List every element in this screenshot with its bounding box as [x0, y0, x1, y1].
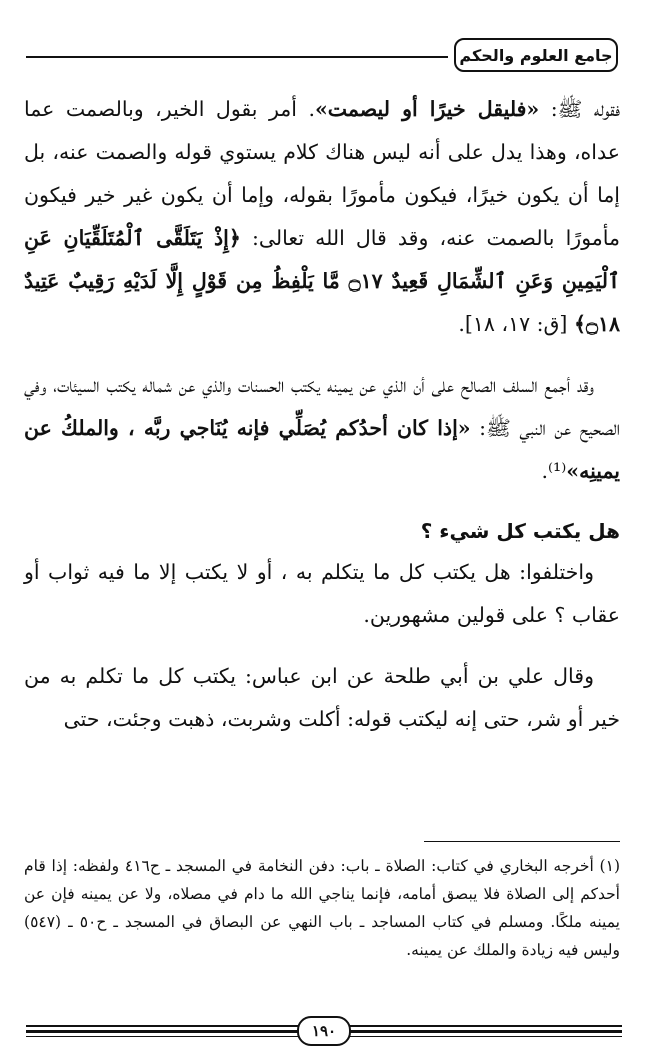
book-title: جامع العلوم والحكم [454, 38, 618, 72]
paragraph-1 [24, 88, 620, 346]
section-heading: هل يكتب كل شيء ؟ [420, 519, 620, 543]
running-header [26, 38, 622, 76]
footnote-text: (١) أخرجه البخاري في كتاب: الصلاة ـ باب: دفن النخامة في المسجد ـ ح٤١٦ ولفظه: إذا قام أحدكم إلى الصلاة فلا يبصق أمامه، فإنما يناجي الله ما دام في مصلاه، ولا عن يمينه فإن عن يمينه ملكًا. ومسلم في كتاب المساجد ـ باب النهي عن البصاق في المسجد ـ ح٥٠ ـ (٥٤٧) وليس فيه زيادة والملك عن يمينه. [24, 857, 620, 959]
p2-hadith-quote: «إذا كان أحدُكم يُصَلِّي فإنه يُنَاجي ربَّه ، والملكُ عن يمينِه» [24, 416, 620, 483]
footnote-separator [424, 841, 620, 842]
page-footer [26, 1016, 622, 1046]
p1-quran-verse: ﴿إِذْ يَتَلَقَّى ٱلْمُتَلَقِّيَانِ عَنِ ٱلْيَمِينِ وَعَنِ ٱلشِّمَالِ قَعِيدٌ ۝١٧ مَّا يَلْفِظُ مِن قَوْلٍ إِلَّا لَدَيْهِ رَقِيبٌ عَتِيدٌ ۝١٨﴾ [24, 226, 621, 336]
paragraph-2 [24, 364, 620, 493]
p2-body: وقد أجمع السلف الصالح على أن الذي عن يمينه يكتب الحسنات والذي عن شماله يكتب السيئات، وفي الصحيح عن النبي ﷺ: [24, 373, 620, 440]
paragraph-3: واختلفوا: هل يكتب كل ما يتكلم به ، أو لا يكتب إلا ما فيه ثواب أو عقاب ؟ على قولين مشهورين. [24, 560, 620, 627]
main-text [24, 88, 620, 741]
header-rule [26, 56, 448, 58]
paragraph-4: وقال علي بن أبي طلحة عن ابن عباس: يكتب كل ما تكلم به من خير أو شر، حتى إنه ليكتب قوله: أكلت وشربت، ذهبت وجئت، حتى [24, 664, 620, 731]
p1-verse-reference: [ق: ١٧، ١٨]. [458, 312, 574, 336]
footnote [24, 852, 620, 964]
page-number: ١٩٠ [297, 1016, 351, 1046]
p1-intro: فقوله ﷺ: [539, 97, 620, 121]
p1-hadith-quote: «فليقل خيرًا أو ليصمت» [314, 97, 540, 121]
p1-body: . أمر بقول الخير، وبالصمت عما عداه، وهذا يدل على أنه ليس هناك كلام يستوي قوله والصمت عنه، بل إما أن يكون خيرًا، فيكون مأمورًا بقوله، وإما أن يكون غير خير فيكون مأمورًا بالصمت عنه، وقد قال الله تعالى: [24, 97, 620, 250]
p2-footnote-ref: ⁽¹⁾. [541, 459, 567, 483]
